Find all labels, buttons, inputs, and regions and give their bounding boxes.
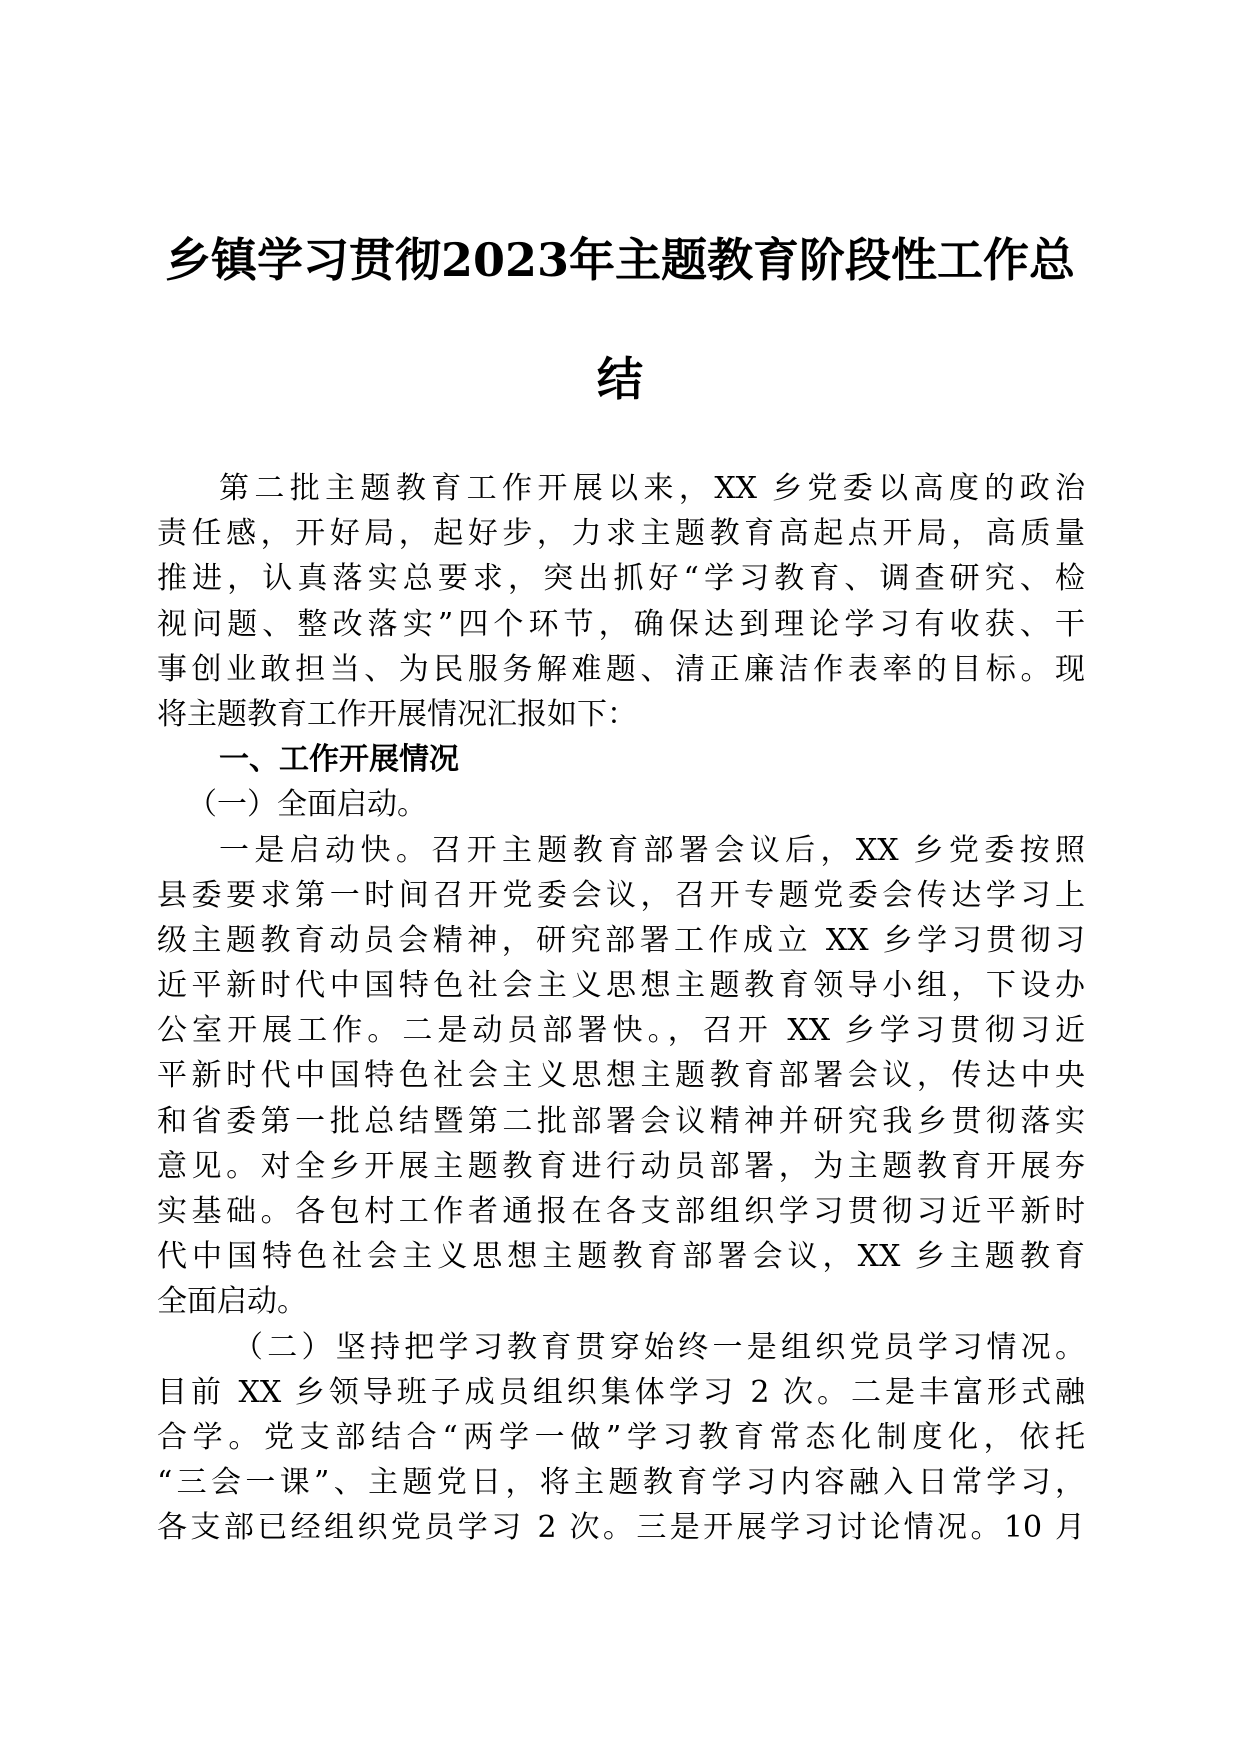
body-line: 级主题教育动员会精神，研究部署工作成立 XX 乡学习贯彻习 bbox=[157, 922, 1085, 958]
body-line: “三会一课”、主题党日，将主题教育学习内容融入日常学习， bbox=[157, 1465, 1085, 1501]
body-line: 意见。对全乡开展主题教育进行动员部署，为主题教育开展夯 bbox=[157, 1148, 1085, 1184]
document-title-line-2: 结 bbox=[597, 352, 643, 406]
body-line: 和省委第一批总结暨第二批部署会议精神并研究我乡贯彻落实 bbox=[157, 1103, 1085, 1139]
body-line: 实基础。各包村工作者通报在各支部组织学习贯彻习近平新时 bbox=[157, 1194, 1085, 1229]
body-line: 第二批主题教育工作开展以来，XX 乡党委以高度的政治 bbox=[219, 471, 1085, 506]
body-line: 全面启动。 bbox=[157, 1284, 307, 1320]
subsection-heading: （一）全面启动。 bbox=[187, 787, 427, 823]
body-line: 一是启动快。召开主题教育部署会议后，XX 乡党委按照 bbox=[219, 832, 1085, 868]
document-title-line-1: 乡镇学习贯彻2023年主题教育阶段性工作总 bbox=[164, 233, 1076, 287]
subsection-heading: （二）坚持把学习教育贯穿始终一是组织党员学习情况。 bbox=[233, 1329, 1085, 1365]
body-line: 推进，认真落实总要求，突出抓好“学习教育、调查研究、检 bbox=[157, 561, 1085, 597]
body-line: 责任感，开好局，起好步，力求主题教育高起点开局，高质量 bbox=[157, 516, 1085, 552]
body-line: 将主题教育工作开展情况汇报如下： bbox=[157, 696, 637, 732]
body-line: 合学。党支部结合“两学一做”学习教育常态化制度化，依托 bbox=[157, 1419, 1085, 1455]
document-body bbox=[157, 466, 1085, 1551]
section-heading: 一、工作开展情况 bbox=[219, 742, 459, 778]
body-line: 目前 XX 乡领导班子成员组织集体学习 2 次。二是丰富形式融 bbox=[157, 1374, 1085, 1410]
body-line: 代中国特色社会主义思想主题教育部署会议，XX 乡主题教育 bbox=[157, 1239, 1085, 1275]
body-line: 视问题、整改落实”四个环节，确保达到理论学习有收获、干 bbox=[157, 606, 1085, 642]
body-line: 县委要求第一时间召开党委会议，召开专题党委会传达学习上 bbox=[157, 877, 1085, 913]
body-line: 事创业敢担当、为民服务解难题、清正廉洁作表率的目标。现 bbox=[157, 651, 1085, 687]
body-line: 近平新时代中国特色社会主义思想主题教育领导小组，下设办 bbox=[157, 968, 1085, 1004]
body-line: 各支部已经组织党员学习 2 次。三是开展学习讨论情况。10 月 bbox=[157, 1510, 1085, 1546]
body-line: 平新时代中国特色社会主义思想主题教育部署会议，传达中央 bbox=[157, 1058, 1085, 1094]
body-line: 公室开展工作。二是动员部署快。，召开 XX 乡学习贯彻习近 bbox=[157, 1013, 1085, 1049]
